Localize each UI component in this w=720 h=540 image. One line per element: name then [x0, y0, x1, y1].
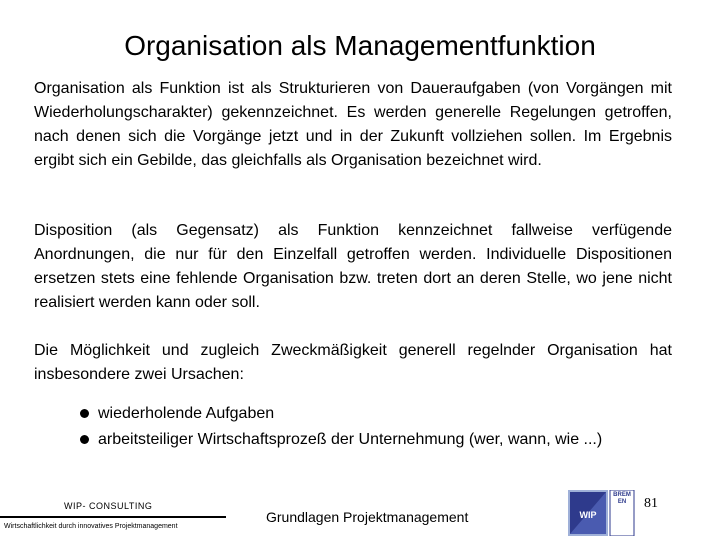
footer-company: WIP- CONSULTING [64, 501, 153, 511]
logo-letters: WIP [579, 510, 597, 520]
footer-title: Grundlagen Projektmanagement [266, 509, 469, 525]
page-number: 81 [644, 496, 658, 511]
bullet-item [80, 401, 680, 427]
footer-tagline: Wirtschaftlichkeit durch innovatives Projektmanagement [4, 523, 178, 530]
bullet-text: wiederholende Aufgaben [98, 405, 275, 422]
paragraph-body: (als Gegensatz) als Funktion kennzeichnet fallweise verfügende Anordnungen, die nur für den Einzelfall getroffen werden. Individuelle Dispositionen ersetzen stets eine fehlende Organisation bzw. treten dort an deren Stelle, wo jene nicht realisiert werden kann oder soll. [34, 222, 672, 311]
paragraph-disposition [34, 219, 672, 315]
paragraph-lead: Disposition [34, 222, 113, 239]
paragraph-organisation [34, 77, 672, 173]
paragraph-body: als Funktion ist als Strukturieren von Daueraufgaben (von Vorgängen mit Wiederholungscharakter) gekennzeichnet. Es werden generelle Regelungen getroffen, nach denen sich die Vorgänge jetzt und in der Zukunft vollziehen sollen. Im Ergebnis ergibt sich ein Gebilde, das gleichfalls als Organisation bezeichnet wird. [34, 80, 672, 169]
bullet-list [80, 401, 680, 453]
bullet-dot-icon [80, 409, 89, 418]
paragraph-ursachen [34, 339, 672, 387]
paragraph-body: Die Möglichkeit und zugleich Zweckmäßigkeit generell regelnder Organisation hat insbesondere zwei Ursachen: [34, 342, 672, 383]
footer-divider [0, 516, 226, 518]
logo-vertical-text: BREMEN [613, 492, 631, 505]
paragraph-lead: Organisation [34, 80, 125, 97]
bullet-dot-icon [80, 435, 89, 444]
bullet-item [80, 427, 680, 453]
slide-title: Organisation als Managementfunktion [124, 30, 596, 61]
bullet-text: arbeitsteiliger Wirtschaftsprozeß der Unternehmung (wer, wann, wie ...) [98, 431, 603, 448]
